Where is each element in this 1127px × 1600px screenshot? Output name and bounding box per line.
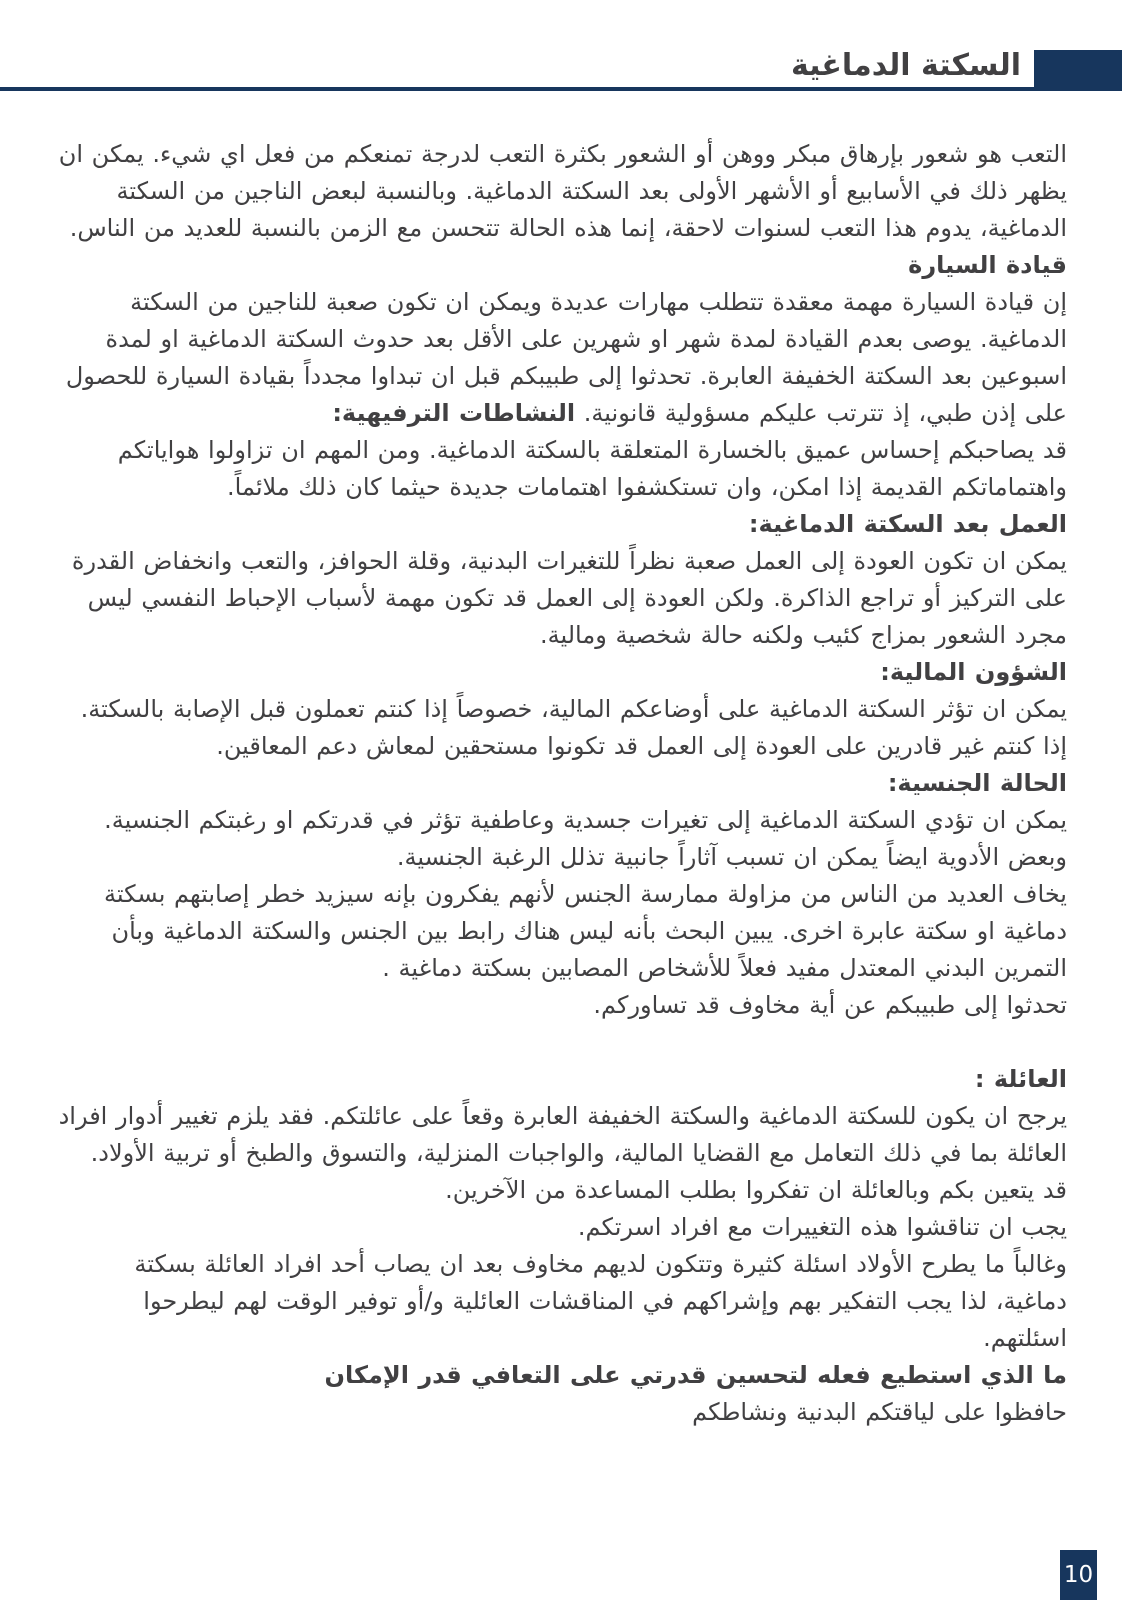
text-run: الشؤون المالية:: [880, 658, 1067, 686]
paragraph: [58, 1098, 1067, 1172]
text-run: العائلة :: [974, 1065, 1067, 1093]
paragraph: [58, 1209, 1067, 1246]
text-run: قيادة السيارة: [908, 251, 1067, 279]
paragraph: [58, 432, 1067, 506]
text-run: يرجح ان يكون للسكتة الدماغية والسكتة الخفيفة العابرة وقعاً على عائلتكم. فقد يلزم تغيير أدوار افراد العائلة بما في ذلك التعامل مع القضايا المالية، والواجبات المنزلية، والتسوق والطبخ أو تربية الأولاد.: [58, 1102, 1067, 1167]
text-run: العمل بعد السكتة الدماغية:: [748, 510, 1067, 538]
text-run: قد يتعين بكم وبالعائلة ان تفكروا بطلب المساعدة من الآخرين.: [445, 1176, 1067, 1204]
paragraph: [58, 1246, 1067, 1357]
section-heading: [58, 654, 1067, 691]
section-heading: [58, 247, 1067, 284]
paragraph: [58, 691, 1067, 728]
paragraph: [58, 987, 1067, 1024]
text-run: إن قيادة السيارة مهمة معقدة تتطلب مهارات عديدة ويمكن ان تكون صعبة للناجين من السكتة الدماغية. يوصى بعدم القيادة لمدة شهر او شهرين على الأقل بعد حدوث السكتة الدماغية او لمدة اسبوعين بعد السكتة الخفيفة العابرة. تحدثوا إلى طبيبكم قبل ان تبداوا مجدداً بقيادة السيارة للحصول على إذن طبي، إذ تترتب عليكم مسؤولية قانونية.: [65, 288, 1067, 427]
paragraph: [58, 728, 1067, 765]
paragraph: [58, 1172, 1067, 1209]
text-run: يخاف العديد من الناس من مزاولة ممارسة الجنس لأنهم يفكرون بإنه سيزيد خطر إصابتهم بسكتة دماغية او سكتة عابرة اخرى. يبين البحث بأنه ليس هناك رابط بين الجنس والسكتة الدماغية وبأن التمرين البدني المعتدل مفيد فعلاً للأشخاص المصابين بسكتة دماغية .: [103, 880, 1067, 982]
paragraph: [58, 284, 1067, 432]
text-run: الحالة الجنسية:: [887, 769, 1067, 797]
header-corner-block: [1034, 50, 1122, 88]
paragraph: [58, 543, 1067, 654]
text-run: يمكن ان تؤثر السكتة الدماغية على أوضاعكم المالية، خصوصاً إذا كنتم تعملون قبل الإصابة بالسكتة.: [80, 695, 1067, 723]
section-heading: [58, 506, 1067, 543]
section-heading: [58, 1061, 1067, 1098]
paragraph: [58, 876, 1067, 987]
text-run: يجب ان تناقشوا هذه التغييرات مع افراد اسرتكم.: [577, 1213, 1067, 1241]
paragraph: [58, 136, 1067, 247]
section-heading: [58, 765, 1067, 802]
paragraph: [58, 802, 1067, 876]
header-rule: [0, 87, 1122, 91]
text-run: قد يصاحبكم إحساس عميق بالخسارة المتعلقة بالسكتة الدماغية. ومن المهم ان تزاولوا هواياتكم واهتماماتكم القديمة إذا امكن، وان تستكشفوا اهتمامات جديدة حيثما كان ذلك ملائماً.: [117, 436, 1067, 501]
text-run: وغالباً ما يطرح الأولاد اسئلة كثيرة وتتكون لديهم مخاوف بعد ان يصاب أحد افراد العائلة بسكتة دماغية، لذا يجب التفكير بهم وإشراكهم في المناقشات العائلية و/أو توفير الوقت لهم ليطرحوا اسئلتهم.: [134, 1250, 1067, 1352]
text-run: النشاطات الترفيهية:: [332, 399, 576, 427]
page-number-badge: [1060, 1550, 1097, 1600]
document-body: [58, 136, 1067, 1431]
page-number: 10: [1063, 1562, 1094, 1588]
text-run: يمكن ان تؤدي السكتة الدماغية إلى تغيرات جسدية وعاطفية تؤثر في قدرتكم او رغبتكم الجنسية. وبعض الأدوية ايضاً يمكن ان تسبب آثاراً جانبية تذلل الرغبة الجنسية.: [104, 806, 1067, 871]
paragraph: [58, 1394, 1067, 1431]
text-run: ما الذي استطيع فعله لتحسين قدرتي على التعافي قدر الإمكان: [324, 1361, 1067, 1389]
text-run: التعب هو شعور بإرهاق مبكر ووهن أو الشعور بكثرة التعب لدرجة تمنعكم من فعل اي شيء. يمكن ان يظهر ذلك في الأسابيع أو الأشهر الأولى بعد السكتة الدماغية. وبالنسبة لبعض الناجين من السكتة الدماغية، يدوم هذا التعب لسنوات لاحقة، إنما هذه الحالة تتحسن مع الزمن بالنسبة للعديد من الناس.: [58, 140, 1067, 242]
text-run: يمكن ان تكون العودة إلى العمل صعبة نظراً للتغيرات البدنية، وقلة الحوافز، والتعب وانخفاض القدرة على التركيز أو تراجع الذاكرة. ولكن العودة إلى العمل قد تكون مهمة لأسباب الإحباط النفسي ليس مجرد الشعور بمزاج كئيب ولكنه حالة شخصية ومالية.: [71, 547, 1067, 649]
text-run: تحدثوا إلى طبيبكم عن أية مخاوف قد تساوركم.: [593, 991, 1067, 1019]
text-run: إذا كنتم غير قادرين على العودة إلى العمل قد تكونوا مستحقين لمعاش دعم المعاقين.: [216, 732, 1067, 760]
page-title: السكتة الدماغية: [790, 48, 1021, 83]
text-run: حافظوا على لياقتكم البدنية ونشاطكم: [692, 1398, 1067, 1426]
section-heading: [58, 1357, 1067, 1394]
